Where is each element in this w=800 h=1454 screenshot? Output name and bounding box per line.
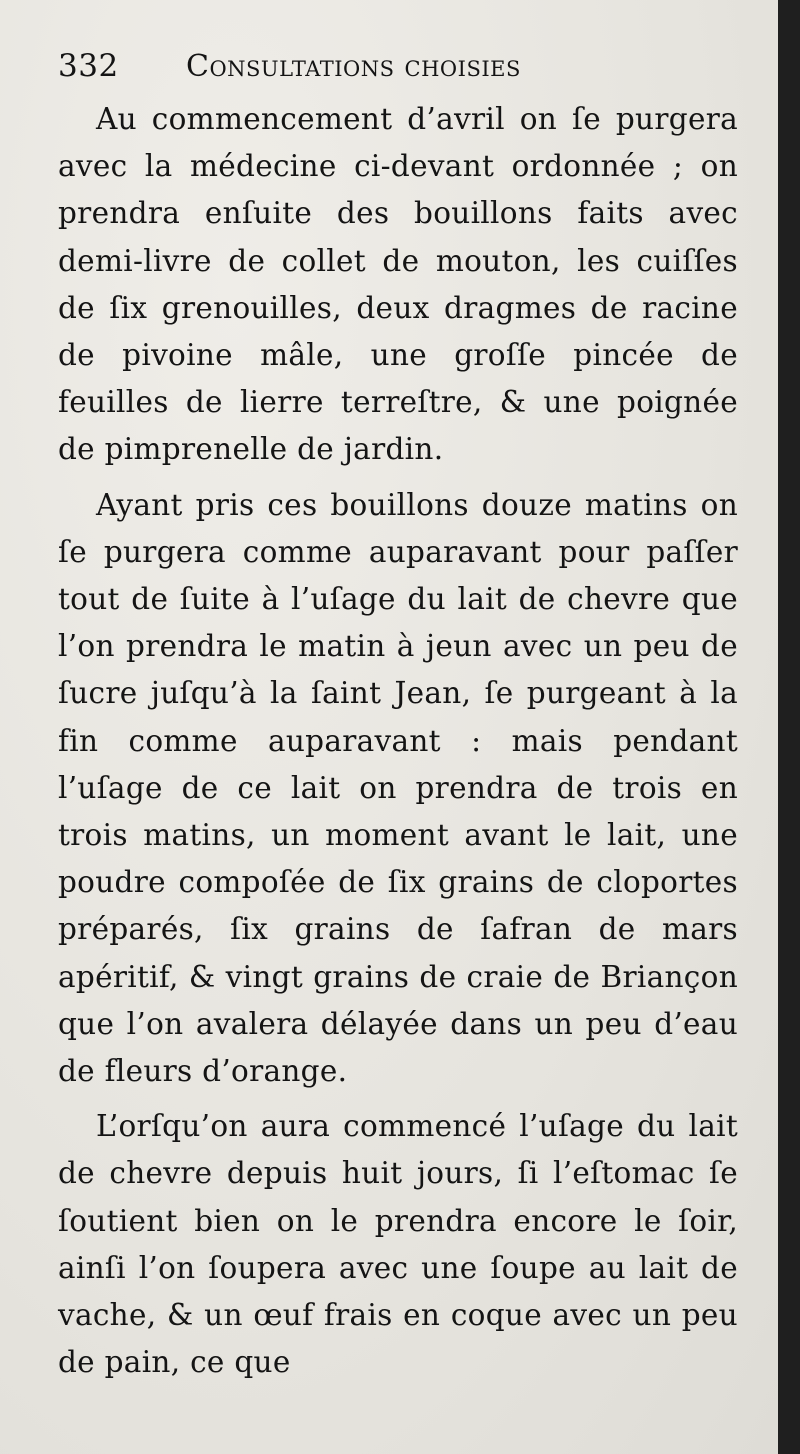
page-number: 332 xyxy=(58,48,119,84)
body-text xyxy=(58,96,738,1386)
paragraph: L’orſqu’on aura commencé l’uſage du lait de chevre depuis huit jours, ſi l’eſtomac ſe ſoutient bien on le prendra encore le ſoir, ainſi l’on ſoupera avec une ſoupe au lait de vache, & un œuf frais en coque avec un peu de pain, ce que xyxy=(58,1109,738,1380)
running-title: Consultations choisies xyxy=(186,49,521,84)
paragraph: Ayant pris ces bouillons douze matins on ſe purgera comme auparavant pour paſſer tout de ſuite à l’uſage du lait de chevre que l’on prendra le matin à jeun avec un peu de ſucre juſqu’à la ſaint Jean, ſe purgeant à la fin comme auparavant : mais pendant l’uſage de ce lait on prendra de trois en trois matins, un moment avant le lait, une poudre compoſée de ſix grains de cloportes préparés, ſix grains de ſafran de mars apéritif, & vingt grains de craie de Briançon que l’on avalera délayée dans un peu d’eau de fleurs d’orange. xyxy=(58,487,738,1089)
scan-edge xyxy=(778,0,800,1454)
page-header xyxy=(58,44,738,94)
paragraph: Au commencement d’avril on ſe purgera avec la médecine ci-devant ordonnée ; on prendra enſuite des bouillons faits avec demi-livre de collet de mouton, les cuiſſes de ſix grenouilles, deux dragmes de racine de pivoine mâle, une groſſe pincée de feuilles de lierre terreſtre, & une poignée de pimprenelle de jardin. xyxy=(58,102,738,467)
